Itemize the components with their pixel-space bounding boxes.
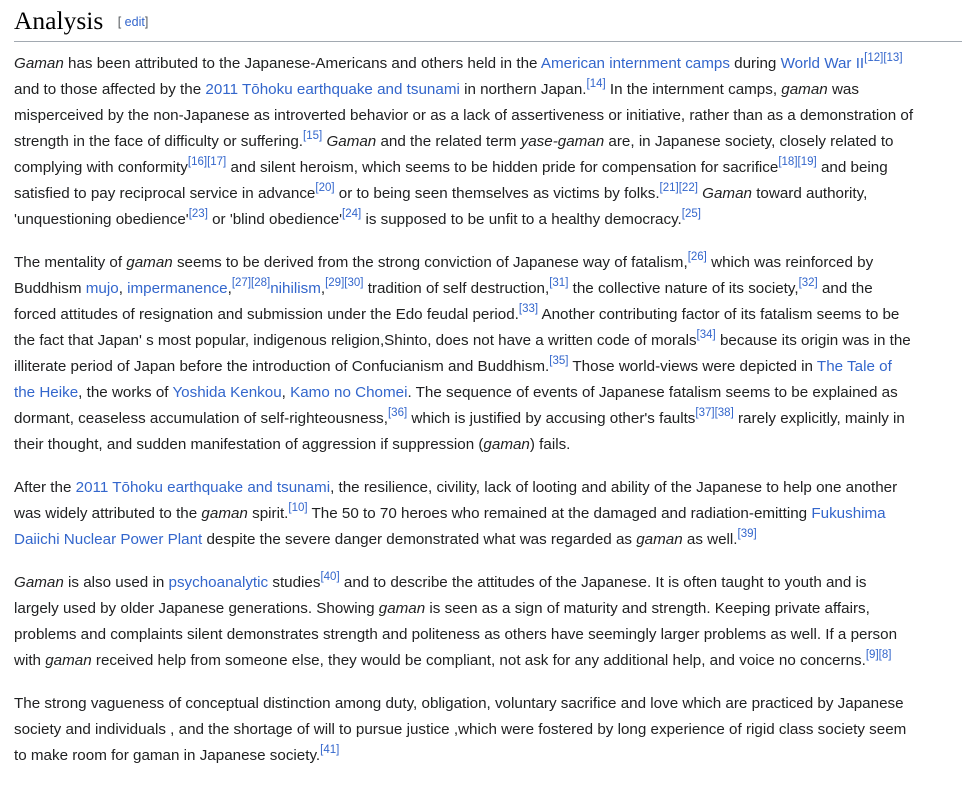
- paragraph-3: After the 2011 Tōhoku earthquake and tsunami, the resilience, civility, lack of looting and ability of the Japanese to help one another was widely attributed to the gaman spirit.[10] The 50 to 70 heroes who remained at the damaged and radiation-emitting Fukushima Daiichi Nuclear Power Plant despite the severe danger demonstrated what was regarded as gaman as well.[39]: [14, 479, 898, 548]
- link-mujo[interactable]: mujo: [85, 280, 119, 297]
- link-yoshida-kenkou[interactable]: Yoshida Kenkou: [172, 384, 282, 401]
- citation[interactable]: [30]: [344, 277, 364, 289]
- citation[interactable]: [25]: [681, 208, 701, 220]
- link-world-war-ii[interactable]: World War II: [780, 55, 865, 72]
- citation[interactable]: [34]: [696, 329, 716, 341]
- link-kamo-no-chomei[interactable]: Kamo no Chomei: [290, 384, 408, 401]
- link-psychoanalytic[interactable]: psychoanalytic: [168, 574, 269, 591]
- citation[interactable]: [10]: [288, 502, 308, 514]
- citation[interactable]: [19]: [797, 156, 817, 168]
- citation[interactable]: [40]: [320, 571, 340, 583]
- citation[interactable]: [37]: [695, 407, 715, 419]
- citation[interactable]: [9]: [865, 649, 879, 661]
- edit-link[interactable]: edit: [124, 15, 145, 29]
- link-impermanence[interactable]: impermanence: [127, 280, 228, 297]
- link-tohoku-earthquake-2[interactable]: 2011 Tōhoku earthquake and tsunami: [75, 479, 331, 496]
- citation[interactable]: [24]: [342, 208, 362, 220]
- citation[interactable]: [20]: [315, 182, 335, 194]
- link-tale-of-heike-cont[interactable]: the Heike: [14, 384, 79, 401]
- citation[interactable]: [23]: [188, 208, 208, 220]
- citation[interactable]: [35]: [549, 355, 569, 367]
- link-fukushima-cont[interactable]: Daiichi Nuclear Power Plant: [14, 531, 203, 548]
- citation[interactable]: [28]: [251, 277, 271, 289]
- citation[interactable]: [12]: [864, 52, 884, 64]
- citation[interactable]: [32]: [798, 277, 818, 289]
- italic-term: Gaman: [14, 55, 64, 72]
- citation[interactable]: [16]: [187, 156, 208, 168]
- link-tohoku-earthquake[interactable]: 2011 Tōhoku earthquake and tsunami: [205, 81, 460, 98]
- citation[interactable]: [22]: [678, 182, 698, 194]
- section-title: Analysis: [14, 6, 104, 35]
- citation[interactable]: [15]: [303, 130, 323, 142]
- citation[interactable]: [36]: [387, 407, 408, 419]
- citation[interactable]: [14]: [586, 78, 606, 90]
- paragraph-4: Gaman is also used in psychoanalytic studies[40] and to describe the attitudes of the Japanese. It is often taught to youth and is largely used by older Japanese generations. Showing gaman is seen as a sign of maturity and strength. Keeping private affairs, problems and complaints silent demonstrates strength and politeness as others have seemingly larger problems as well. If a person with gaman received help from someone else, they would be compliant, not ask for any additional help, and voice no concerns.[9][8]: [14, 571, 898, 669]
- link-internment-camps[interactable]: American internment camps: [540, 55, 730, 72]
- citation[interactable]: [21]: [659, 182, 679, 194]
- link-nihilism[interactable]: nihilism: [270, 280, 321, 297]
- citation[interactable]: [41]: [320, 744, 340, 756]
- citation[interactable]: [29]: [325, 277, 345, 289]
- citation[interactable]: [26]: [687, 251, 707, 263]
- section-heading: [14, 5, 962, 42]
- link-tale-of-heike[interactable]: The Tale of: [816, 358, 892, 375]
- citation[interactable]: [8]: [878, 649, 892, 661]
- citation[interactable]: [27]: [231, 277, 252, 289]
- paragraph-5: The strong vagueness of conceptual distinction among duty, obligation, voluntary sacrifice and love which are practiced by Japanese society and individuals , and the shortage of will to pursue justice ,which were fostered by long experience of rigid class society seem to make room for gaman in Japanese society.[41]: [14, 695, 907, 764]
- citation[interactable]: [18]: [778, 156, 798, 168]
- citation[interactable]: [33]: [518, 303, 539, 315]
- edit-section: [ edit]: [117, 15, 149, 29]
- citation[interactable]: [38]: [714, 407, 734, 419]
- link-fukushima[interactable]: Fukushima: [811, 505, 886, 522]
- article-body: [14, 51, 964, 786]
- paragraph-1: Gaman has been attributed to the Japanese-Americans and others held in the American internment camps during World War II[12][13] and to those affected by the 2011 Tōhoku earthquake and tsunami in northern Japan.[14] In the internment camps, gaman was misperceived by the non-Japanese as introverted behavior or as a lack of assertiveness or initiative, rather than as a demonstration of strength in the face of difficulty or suffering.[15] Gaman and the related term yase-gaman are, in Japanese society, closely related to complying with conformity[16][17] and silent heroism, which seems to be hidden pride for compensation for sacrifice[18][19] and being satisfied to pay reciprocal service in advance[20] or to being seen themselves as victims by folks.[21][22] Gaman toward authority, 'unquestioning obedience'[23] or 'blind obedience'[24] is supposed to be unfit to a healthy democracy.[25]: [14, 52, 914, 228]
- citation[interactable]: [17]: [207, 156, 227, 168]
- citation[interactable]: [13]: [883, 52, 903, 64]
- paragraph-2: The mentality of gaman seems to be derived from the strong conviction of Japanese way of fatalism,[26] which was reinforced by Buddhism mujo, impermanence,[27][28]nihilism,[29][30] tradition of self destruction,[31] the collective nature of its society,[32] and the forced attitudes of resignation and submission under the Edo feudal period.[33] Another contributing factor of its fatalism seems to be the fact that Japan' s most popular, indigenous religion,Shinto, does not have a written code of morals[34] because its origin was in the illiterate period of Japan before the introduction of Confucianism and Buddhism.[35] Those world-views were depicted in The Tale of the Heike, the works of Yoshida Kenkou, Kamo no Chomei. The sequence of events of Japanese fatalism seems to be explained as dormant, ceaseless accumulation of self-righteousness,[36] which is justified by accusing other's faults[37][38] rarely explicitly, mainly in their thought, and sudden manifestation of aggression if suppression (gaman) fails.: [14, 251, 911, 453]
- citation[interactable]: [39]: [737, 528, 757, 540]
- citation[interactable]: [31]: [549, 277, 569, 289]
